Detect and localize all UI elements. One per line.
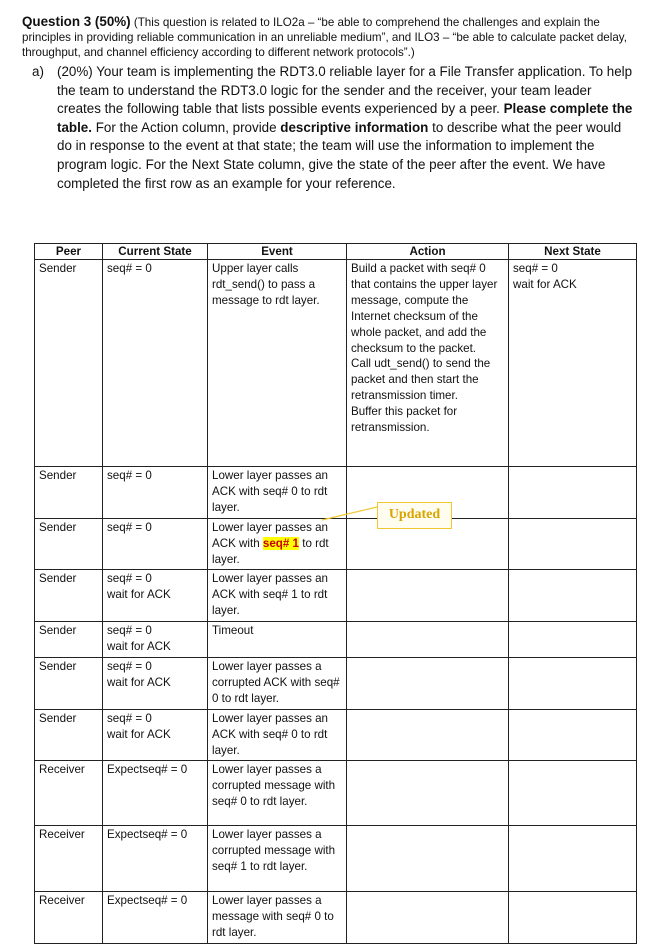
state-line-2: wait for ACK <box>107 640 171 654</box>
next-state-line-1: seq# = 0 <box>513 262 558 275</box>
cell-action[interactable] <box>347 826 509 892</box>
question-header <box>22 14 638 60</box>
state-line-1: seq# = 0 <box>107 711 152 725</box>
cell-state: seq# = 0 <box>103 260 208 467</box>
table-row <box>35 467 637 519</box>
action-line-1: Build a packet with seq# 0 that contains the upper layer message, compute the Internet checksum of the whole packet, and add the checksum to the packet. <box>351 262 498 355</box>
cell-next-state[interactable] <box>509 518 637 570</box>
part-a-text-3: to describe what the peer would do in response to the event at that state; the team will use the information to implement the program logic. For the Next State column, give the state of the peer after the event. We have completed the first row as an example for your reference. <box>57 119 622 191</box>
part-a-bold-instruction: Please complete the table. <box>57 101 633 135</box>
table-row <box>35 826 637 892</box>
cell-peer: Sender <box>35 622 103 658</box>
cell-event: Lower layer passes an ACK with seq# 0 to rdt layer. <box>208 709 347 761</box>
cell-next-state[interactable] <box>509 570 637 622</box>
cell-event: Lower layer passes a corrupted message with seq# 0 to rdt layer. <box>208 761 347 826</box>
cell-next-state[interactable] <box>509 761 637 826</box>
action-line-3: Buffer this packet for retransmission. <box>351 405 458 435</box>
cell-state: Expectseq# = 0 <box>103 892 208 944</box>
cell-event: Upper layer calls rdt_send() to pass a message to rdt layer. <box>208 260 347 467</box>
table-row <box>35 761 637 826</box>
table-row <box>35 709 637 761</box>
cell-state <box>103 570 208 622</box>
part-a-label: a) <box>32 64 44 79</box>
header-peer: Peer <box>35 244 103 260</box>
cell-action[interactable] <box>347 709 509 761</box>
cell-action[interactable] <box>347 892 509 944</box>
cell-action[interactable] <box>347 657 509 709</box>
cell-state <box>103 622 208 658</box>
cell-next-state[interactable] <box>509 709 637 761</box>
event-text-a: Lower layer passes an ACK with <box>212 520 328 550</box>
cell-peer: Sender <box>35 467 103 519</box>
cell-peer: Sender <box>35 657 103 709</box>
header-next-state: Next State <box>509 244 637 260</box>
cell-event: Lower layer passes a message with seq# 0 to rdt layer. <box>208 892 347 944</box>
cell-next-state[interactable] <box>509 622 637 658</box>
part-a <box>22 63 638 193</box>
cell-action[interactable] <box>347 570 509 622</box>
cell-peer: Receiver <box>35 826 103 892</box>
cell-peer: Sender <box>35 709 103 761</box>
part-a-text <box>57 63 638 193</box>
part-a-text-1: (20%) Your team is implementing the RDT3.0 reliable layer for a File Transfer application. To help the team to understand the RDT3.0 logic for the sender and the receiver, your team leader creates the following table that lists possible events experienced by a peer. <box>57 64 633 117</box>
cell-action <box>347 260 509 467</box>
part-a-bold-descriptive: descriptive information <box>280 119 429 135</box>
cell-state: seq# = 0 <box>103 467 208 519</box>
cell-event: Lower layer passes a corrupted message with seq# 1 to rdt layer. <box>208 826 347 892</box>
table-row <box>35 518 637 570</box>
state-line-2: wait for ACK <box>107 727 171 741</box>
cell-event <box>208 518 347 570</box>
action-line-2: Call udt_send() to send the packet and then start the retransmission timer. <box>351 357 491 403</box>
cell-action[interactable] <box>347 761 509 826</box>
next-state-line-2: wait for ACK <box>513 277 577 291</box>
state-line-2: wait for ACK <box>107 588 171 602</box>
cell-peer: Receiver <box>35 892 103 944</box>
cell-event: Lower layer passes an ACK with seq# 1 to rdt layer. <box>208 570 347 622</box>
table-row <box>35 622 637 658</box>
cell-peer: Sender <box>35 260 103 467</box>
cell-state: seq# = 0 <box>103 518 208 570</box>
state-line-2: wait for ACK <box>107 675 171 689</box>
cell-peer: Sender <box>35 570 103 622</box>
cell-state <box>103 657 208 709</box>
question-title: Question 3 (50%) <box>22 14 131 29</box>
cell-event: Lower layer passes a corrupted ACK with seq# 0 to rdt layer. <box>208 657 347 709</box>
question-intro: (This question is related to ILO2a – “be able to comprehend the challenges and explain the principles in providing reliable communication in an unreliable medium”, and ILO3 – “be able to calculate packet delay, throughput, and channel efficiency according to different network protocols”.) <box>22 16 627 59</box>
cell-peer: Receiver <box>35 761 103 826</box>
highlighted-seq: seq# 1 <box>262 536 300 550</box>
table-row <box>35 892 637 944</box>
header-current-state: Current State <box>103 244 208 260</box>
state-line-1: seq# = 0 <box>107 572 152 586</box>
cell-state: Expectseq# = 0 <box>103 761 208 826</box>
table-header-row <box>35 244 637 260</box>
cell-event: Lower layer passes an ACK with seq# 0 to rdt layer. <box>208 467 347 519</box>
table-row <box>35 657 637 709</box>
part-a-text-2: For the Action column, provide <box>91 119 281 135</box>
question-document <box>22 14 638 193</box>
updated-annotation-badge: Updated <box>377 502 452 529</box>
cell-next-state[interactable] <box>509 826 637 892</box>
cell-next-state[interactable] <box>509 892 637 944</box>
cell-event: Timeout <box>208 622 347 658</box>
header-action: Action <box>347 244 509 260</box>
cell-state: Expectseq# = 0 <box>103 826 208 892</box>
header-event: Event <box>208 244 347 260</box>
cell-next-state[interactable] <box>509 467 637 519</box>
cell-state <box>103 709 208 761</box>
cell-next-state[interactable] <box>509 657 637 709</box>
state-line-1: seq# = 0 <box>107 624 152 638</box>
cell-next-state <box>509 260 637 467</box>
table-row <box>35 260 637 467</box>
state-line-1: seq# = 0 <box>107 659 152 673</box>
cell-peer: Sender <box>35 518 103 570</box>
table-row <box>35 570 637 622</box>
cell-action[interactable] <box>347 622 509 658</box>
rdt-event-table <box>34 243 637 944</box>
event-text-b: to rdt layer. <box>212 536 329 566</box>
